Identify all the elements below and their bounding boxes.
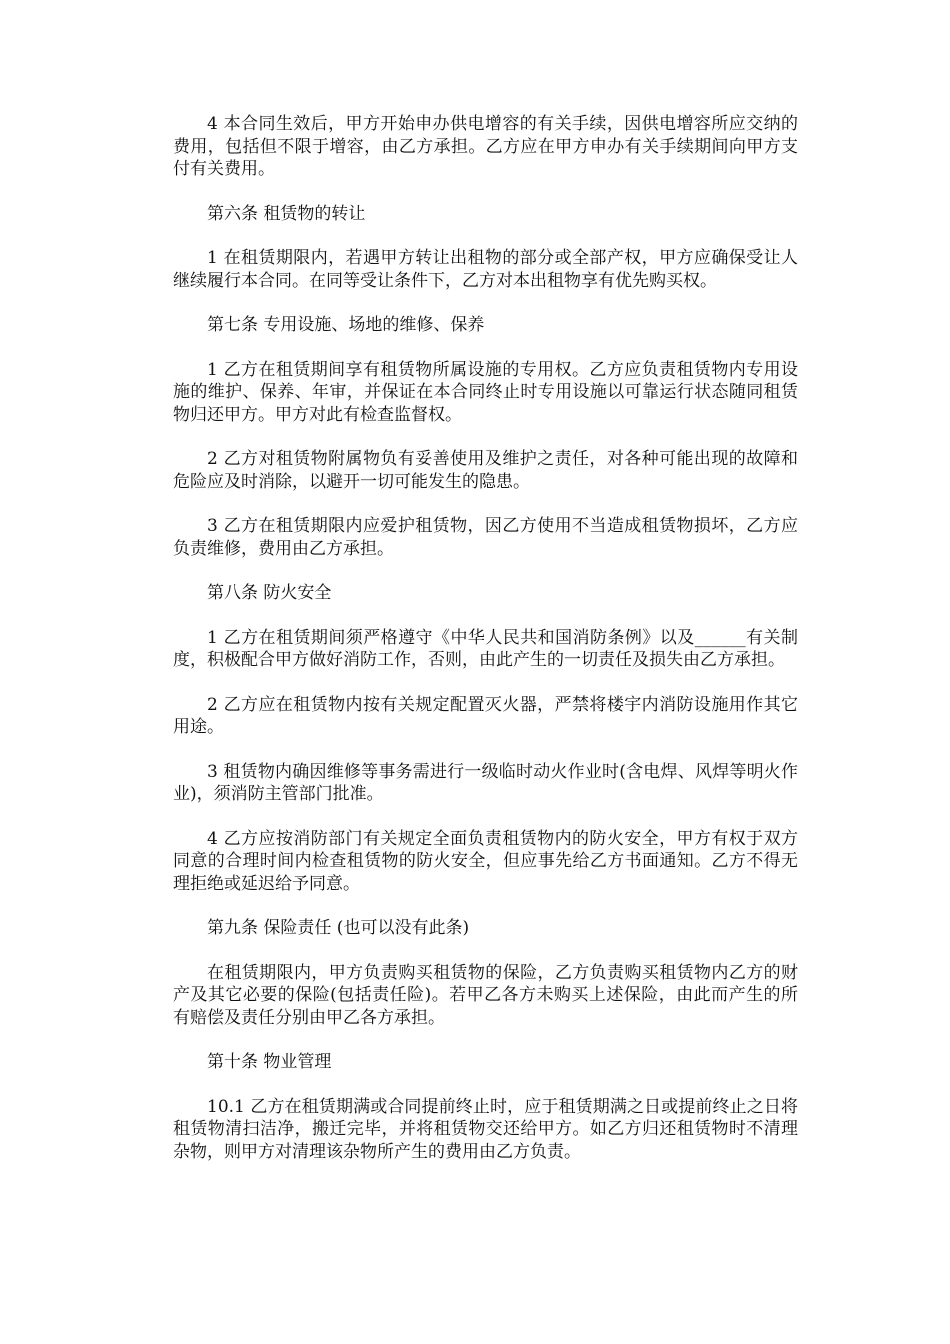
clause-8-item-1: 1 乙方在租赁期间须严格遵守《中华人民共和国消防条例》以及______有关制度，积极配合甲方做好消防工作，否则，由此产生的一切责任及损失由乙方承担。 [173,627,798,670]
article-9-heading: 第九条 保险责任 (也可以没有此条) [207,918,470,938]
article-6-heading: 第六条 租赁物的转让 [207,203,366,224]
clause-7-item-1: 1 乙方在租赁期间享有租赁物所属设施的专用权。乙方应负责租赁物内专用设施的维护、保养、年审，并保证在本合同终止时专用设施以可靠运行状态随同租赁物归还甲方。甲方对此有检查监督权。 [173,359,798,425]
clause-5-item-4: 4 本合同生效后，甲方开始申办供电增容的有关手续，因供电增容所应交纳的费用，包括但不限于增容，由乙方承担。乙方应在甲方申办有关手续期间向甲方支付有关费用。 [173,114,798,179]
clause-10-item-1: 10.1 乙方在租赁期满或合同提前终止时，应于租赁期满之日或提前终止之日将租赁物清扫洁净，搬迁完毕，并将租赁物交还给甲方。如乙方归还租赁物时不清理杂物，则甲方对清理该杂物所产生的费用由乙方负责。 [173,1096,798,1162]
article-7-heading: 第七条 专用设施、场地的维修、保养 [207,315,485,335]
clause-8-item-2: 2 乙方应在租赁物内按有关规定配置灭火器，严禁将楼宇内消防设施用作其它用途。 [173,694,798,737]
clause-7-item-2: 2 乙方对租赁物附属物负有妥善使用及维护之责任，对各种可能出现的故障和危险应及时消除，以避开一切可能发生的隐患。 [173,449,798,492]
clause-7-item-3: 3 乙方在租赁期限内应爱护租赁物，因乙方使用不当造成租赁物损坏，乙方应负责维修，费用由乙方承担。 [173,516,798,559]
article-8-heading: 第八条 防火安全 [207,583,332,603]
article-10-heading: 第十条 物业管理 [207,1052,332,1072]
clause-9-body: 在租赁期限内，甲方负责购买租赁物的保险，乙方负责购买租赁物内乙方的财产及其它必要的保险(包括责任险)。若甲乙各方未购买上述保险，由此而产生的所有赔偿及责任分别由甲乙各方承担。 [173,962,798,1028]
document-body [173,113,798,1185]
clause-6-item-1: 1 在租赁期限内，若遇甲方转让出租物的部分或全部产权，甲方应确保受让人继续履行本合同。在同等受让条件下，乙方对本出租物享有优先购买权。 [173,248,798,291]
clause-8-item-4: 4 乙方应按消防部门有关规定全面负责租赁物内的防火安全，甲方有权于双方同意的合理时间内检查租赁物的防火安全，但应事先给乙方书面通知。乙方不得无理拒绝或延迟给予同意。 [173,828,798,894]
clause-8-item-3: 3 租赁物内确因维修等事务需进行一级临时动火作业时(含电焊、风焊等明火作业)，须消防主管部门批准。 [173,761,798,804]
